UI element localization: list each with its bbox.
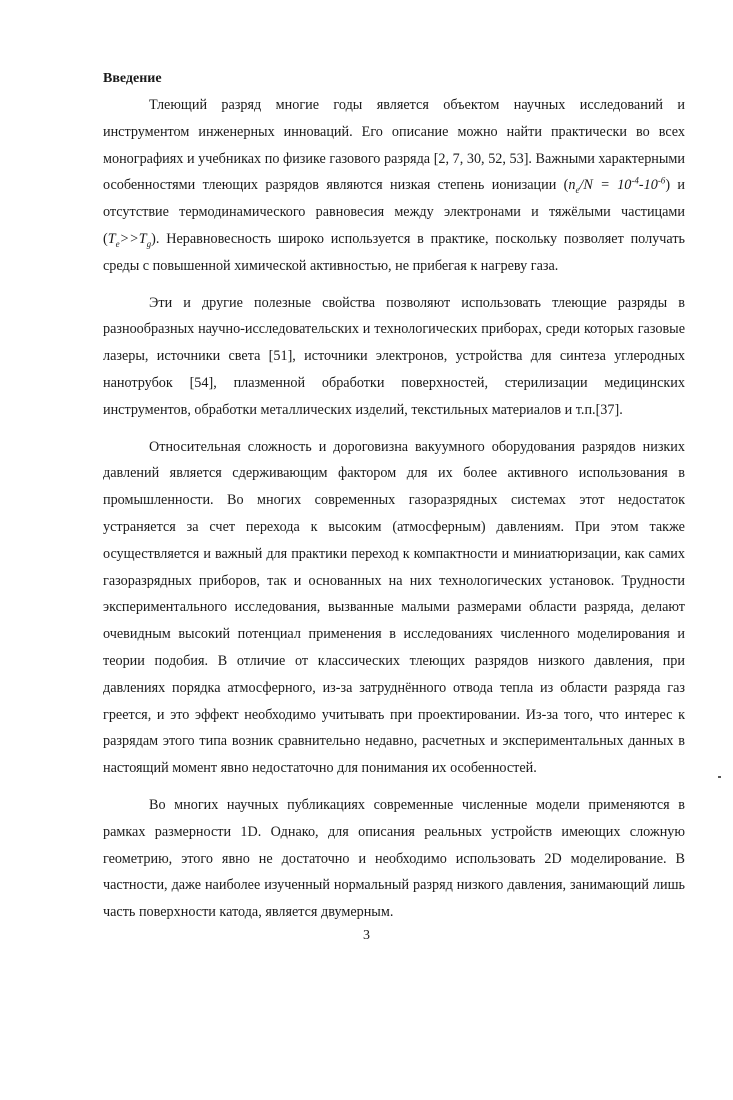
paragraph-3: Относительная сложность и дороговизна вакуумного оборудования разрядов низких давлений является сдерживающим фактором для их более активного использования в промышленности. Во многих современных газоразрядных системах этот недостаток устраняется за счет перехода к высоким (атмосферным) давлениям. При этом также осуществляется и важный для практики переход к компактности и миниатюризации, как самих газоразрядных приборов, так и основанных на них технологических установок. Трудности экспериментального исследования, вызванные малыми размерами области разряда, делают очевидным высокий потенциал применения в исследованиях численного моделирования и теории подобия. В отличие от классических тлеющих разрядов низкого давления, при давлениях порядка атмосферного, из-за затруднённого отвода тепла из области разряда газ греется, и это эффект необходимо учитывать при проектировании. Из-за того, что интерес к разрядам этого типа возник сравнительно недавно, расчетных и экспериментальных данных в настоящий момент явно недостаточно для понимания их особенностей. [103, 438, 685, 777]
paragraph-1-text-start: Тлеющий разряд многие годы является объектом научных исследований и инструментом инженерных инноваций. Его описание можно найти практически во всех монографиях и учебниках по физике газового разряда [2, 7, 30, 52, 53]. Важными характерными особенностями тлеющих разрядов являются низкая степень ионизации ( [103, 97, 685, 194]
paragraph-2: Эти и другие полезные свойства позволяют использовать тлеющие разряды в разнообразных научно-исследовательских и технологических приборах, среди которых газовые лазеры, источники света [51], источники электронов, устройства для синтеза углеродных нанотрубок [54], плазменной обработки поверхностей, стерилизации медицинских инструментов, обработки металлических изделий, текстильных материалов и т.п.[37]. [103, 294, 685, 418]
paragraph-4: Во многих научных публикациях современные численные модели применяются в рамках размерности 1D. Однако, для описания реальных устройств имеющих сложную геометрию, этого явно не достаточно и необходимо использовать 2D моделирование. В частности, даже наиболее изученный нормальный разряд низкого давления, занимающий лишь часть поверхности катода, является двумерным. [103, 796, 685, 921]
formula-ne: $n_e/N = 10^{-4}-10^{-6}$ [568, 175, 666, 196]
page-number: 3 [363, 928, 370, 943]
section-heading: Введение [103, 71, 162, 86]
formula-te-tg: $T_e>>T_g$ [107, 230, 152, 249]
paragraph-1-text-end: ). Неравновесность широко используется в практике, поскольку позволяет получать среды с повышенной химической активностью, не прибегая к нагреву газа. [103, 230, 685, 274]
document-page [103, 60, 685, 936]
scan-speck [718, 776, 721, 778]
paragraph-1 [103, 92, 685, 280]
paragraph-1-text-middle: ) и отсутствие термодинамического равновесия между электронами и тяжёлыми частицами ( [103, 177, 685, 247]
